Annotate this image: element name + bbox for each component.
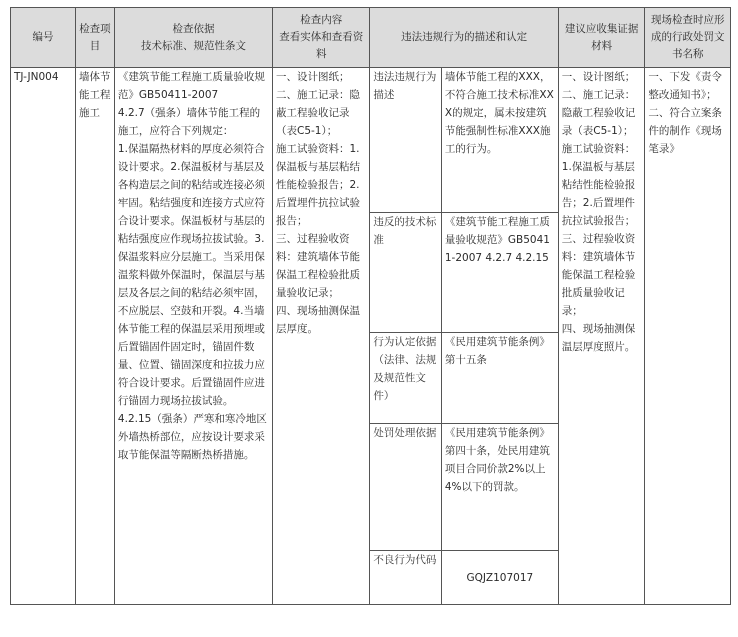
evidence-item: 四、现场抽测保温层厚度照片。	[561, 323, 636, 353]
content-item: 一、设计图纸；	[275, 71, 350, 83]
header-item: 检查项目	[75, 8, 114, 68]
violation-label: 不良行为代码	[370, 551, 441, 605]
basis-para: 4.2.15（强条）严寒和寒冷地区外墙热桥部位，应按设计要求采取节能保温等隔断热桥措施。	[117, 413, 267, 461]
content-item: 二、施工记录：隐蔽工程验收记录（表C5-1）；	[275, 89, 360, 137]
cell-id: TJ-JN004	[11, 68, 76, 605]
doc-item: 一、下发《责令整改通知书》；	[648, 71, 722, 101]
table-row	[11, 68, 731, 213]
header-violation: 违法违规行为的描述和认定	[370, 8, 558, 68]
header-id: 编号	[11, 8, 76, 68]
evidence-item: 施工试验资料：1.保温板与基层粘结性能检验报告；2.后置埋件抗拉试验报告；	[561, 143, 636, 227]
header-content	[272, 8, 369, 68]
violation-label: 处罚处理依据	[370, 424, 441, 551]
evidence-item: 二、施工记录：隐蔽工程验收记录（表C5-1）；	[561, 89, 636, 137]
violation-text: 《民用建筑节能条例》第四十条，处民用建筑项目合同价款2%以上4%以下的罚款。	[441, 424, 558, 551]
evidence-item: 三、过程验收资料：建筑墙体节能保温工程检验批质量验收记录；	[561, 233, 636, 317]
basis-para: 《建筑节能工程施工质量验收规范》GB50411-2007	[117, 71, 265, 101]
evidence-item: 一、设计图纸；	[561, 71, 636, 83]
doc-item: 二、符合立案条件的制作《现场笔录》	[648, 107, 722, 155]
content-item: 三、过程验收资料：建筑墙体节能保温工程检验批质量验收记录；	[275, 233, 360, 299]
cell-doc	[645, 68, 731, 605]
header-content-line1: 检查内容	[300, 14, 343, 26]
header-basis-line1: 检查依据	[172, 22, 215, 35]
cell-evidence	[558, 68, 645, 605]
violation-label: 违法违规行为描述	[370, 68, 441, 213]
violation-text: 墙体节能工程的XXX，不符合施工技术标准XXX的规定，属未按建筑节能强制性标准XXX施工的行为。	[441, 68, 558, 213]
violation-code: GQJZ107017	[441, 551, 558, 605]
content-item: 施工试验资料：1.保温板与基层粘结性能检验报告；2.后置埋件抗拉试验报告；	[275, 143, 360, 227]
cell-item: 墙体节能工程施工	[75, 68, 114, 605]
header-evidence: 建议应收集证据材料	[558, 8, 645, 68]
violation-label: 违反的技术标准	[370, 213, 441, 333]
inspection-table	[10, 7, 731, 605]
header-doc: 现场检查时应形成的行政处罚文书名称	[645, 8, 731, 68]
header-row	[11, 8, 731, 68]
header-content-line2: 查看实体和查看资料	[279, 31, 364, 60]
header-basis	[114, 8, 272, 68]
cell-content	[272, 68, 369, 605]
basis-para: 4.2.7（强条）墙体节能工程的施工，应符合下列规定：	[117, 107, 261, 137]
cell-basis	[114, 68, 272, 605]
content-item: 四、现场抽测保温层厚度。	[275, 305, 360, 335]
header-basis-line2: 技术标准、规范性条文	[140, 39, 246, 52]
violation-text: 《民用建筑节能条例》第十五条	[441, 333, 558, 424]
violation-text: 《建筑节能工程施工质量验收规范》GB50411-2007 4.2.7 4.2.15	[441, 213, 558, 333]
basis-para: 1.保温隔热材料的厚度必须符合设计要求。2.保温板材与基层及各构造层之间的粘结或连接必须牢固。粘结强度和连接方式应符合设计要求。保温板材与基层的粘结强度应作现场拉拔试验。3.保温浆料应分层施工。当采用保温浆料做外保温时，保温层与基层及各层之间的粘结必须牢固，不应脱层、空鼓和开裂。4.当墙体节能工程的保温层采用预埋或后置锚固件固定时，锚固件数量、位置、锚固深度和拉拔力应符合设计要求。后置锚固件应进行锚固力现场拉拔试验。	[117, 143, 265, 407]
violation-label: 行为认定依据（法律、法规及规范性文件）	[370, 333, 441, 424]
